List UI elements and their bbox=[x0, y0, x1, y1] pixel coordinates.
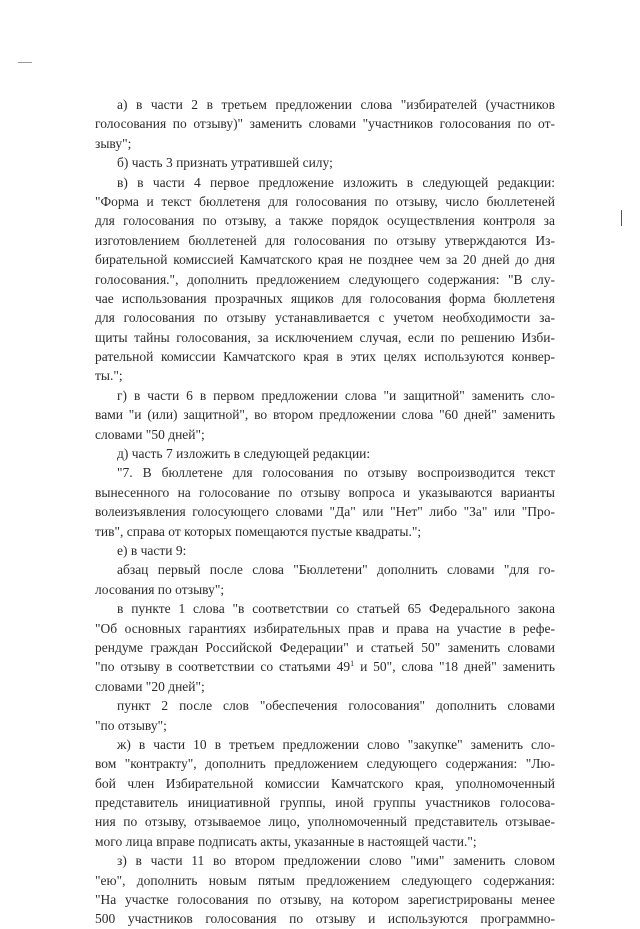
text-line: голосования по отзыву)" заменить словами "участников голосования по от- bbox=[95, 116, 555, 132]
text-line: д) часть 7 изложить в следующей редакции: bbox=[117, 446, 371, 462]
text-line: "Об основных гарантиях избирательных прав и права на участие в рефе- bbox=[95, 620, 555, 636]
text-line: мого лица вправе подписать акты, указанные в настоящей части."; bbox=[95, 833, 477, 849]
text-line: пункт 2 после слов "обеспечения голосования" дополнить словами bbox=[117, 698, 555, 714]
text-line: б) часть 3 признать утратившей силу; bbox=[117, 155, 333, 171]
superscript: 1 bbox=[350, 659, 355, 669]
text-line: в) в части 4 первое предложение изложить в следующей редакции: bbox=[117, 174, 555, 190]
text-line: голосования.", дополнить предложением следующего содержания: "В слу- bbox=[95, 271, 555, 287]
text-segment: "по отзыву в соответствии со статьями 49 bbox=[95, 659, 351, 675]
text-line: г) в части 6 в первом предложении слова "и защитной" заменить сло- bbox=[117, 387, 555, 403]
text-line: вами "и (или) защитной", во втором предложении слова "60 дней" заменить bbox=[95, 407, 555, 423]
text-line: бирательной комиссией Камчатского края не позднее чем за 20 дней до дня bbox=[95, 252, 555, 268]
text-line: "7. В бюллетене для голосования по отзыву воспроизводится текст bbox=[117, 465, 555, 481]
text-line: 500 участников голосования по отзыву и используются программно- bbox=[95, 911, 555, 927]
scan-mark bbox=[18, 62, 32, 63]
text-line: "Форма и текст бюллетеня для голосования по отзыву, число бюллетеней bbox=[95, 193, 555, 209]
text-line: волеизъявления голосующего словами "Да" или "Нет" либо "За" или "Про- bbox=[95, 504, 555, 520]
text-line: зыву"; bbox=[95, 135, 132, 151]
text-line: чае использования прозрачных ящиков для голосования форма бюллетеня bbox=[95, 290, 555, 306]
text-line: словами "20 дней"; bbox=[95, 678, 205, 694]
text-line: лосования по отзыву"; bbox=[95, 581, 225, 597]
text-line: в пункте 1 слова "в соответствии со статьей 65 Федерального закона bbox=[117, 601, 555, 617]
text-line bbox=[95, 657, 555, 676]
text-line: тив", справа от которых помещаются пустые квадраты."; bbox=[95, 523, 422, 539]
text-line: абзац первый после слова "Бюллетени" дополнить словами "для го- bbox=[117, 562, 555, 578]
text-line: "ею", дополнить новым пятым предложением следующего содержания: bbox=[95, 872, 555, 888]
text-line: вом "контракту", дополнить предложением следующего содержания: "Лю- bbox=[95, 756, 555, 772]
margin-mark bbox=[621, 210, 622, 226]
text-line: "На участке голосования по отзыву, на котором зарегистрированы менее bbox=[95, 892, 555, 908]
document-text bbox=[95, 95, 555, 929]
text-line: е) в части 9: bbox=[117, 542, 187, 558]
text-line: представитель инициативной группы, иной группы участников голосова- bbox=[95, 795, 555, 811]
text-segment: и 50", слова "18 дней" заменить bbox=[354, 659, 555, 675]
text-line: бой член Избирательной комиссии Камчатского края, уполномоченный bbox=[95, 775, 555, 791]
text-line: словами "50 дней"; bbox=[95, 426, 205, 442]
text-line: а) в части 2 в третьем предложении слова "избирателей (участников bbox=[117, 97, 555, 112]
text-line: ния по отзыву, отзываемое лицо, уполномоченный представитель отзывае- bbox=[95, 814, 555, 830]
text-line: рендуме граждан Российской Федерации" и статьей 50" заменить словами bbox=[95, 639, 555, 655]
text-line: для голосования по отзыву, а также порядок осуществления контроля за bbox=[95, 213, 555, 229]
text-line: ты."; bbox=[95, 368, 123, 384]
text-line: щиты тайны голосования, за исключением случая, если по решению Изби- bbox=[95, 329, 555, 345]
text-line: "по отзыву"; bbox=[95, 717, 167, 733]
text-line: вынесенного на голосование по отзыву вопроса и указываются варианты bbox=[95, 484, 555, 500]
text-line: изготовлением бюллетеней для голосования по отзыву утверждаются Из- bbox=[95, 232, 555, 248]
text-line: ж) в части 10 в третьем предложении слово "закупке" заменить сло- bbox=[117, 736, 555, 752]
text-line: для голосования по отзыву устанавливается с учетом необходимости за- bbox=[95, 310, 555, 326]
text-line: з) в части 11 во втором предложении слово "ими" заменить словом bbox=[117, 853, 555, 869]
text-line: рательной комиссии Камчатского края в этих целях используются конвер- bbox=[95, 349, 555, 365]
